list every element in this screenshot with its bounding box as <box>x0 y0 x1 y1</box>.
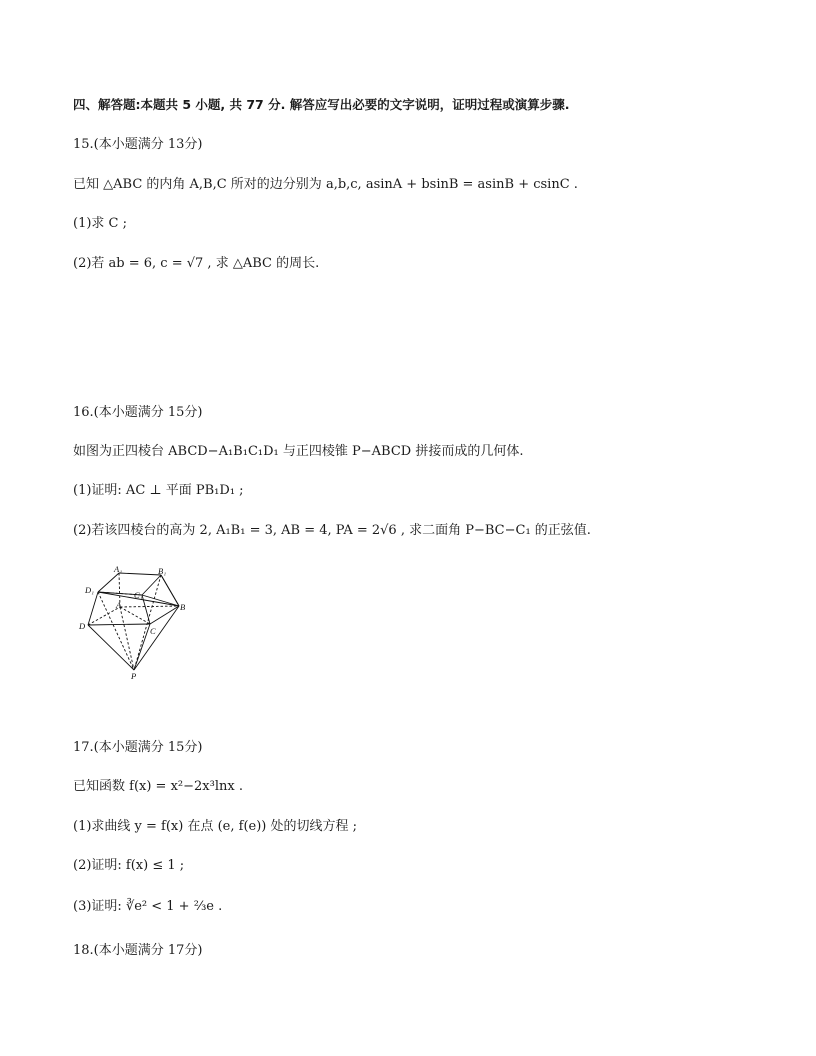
label-c: C <box>150 626 156 636</box>
problem-15-part-2: (2)若 ab = 6, c = √7 , 求 △ABC 的周长. <box>73 256 320 271</box>
problem-18-header: 18.(本小题满分 17分) <box>73 943 203 958</box>
label-a1: A₁ <box>114 564 123 574</box>
problem-15-statement: 已知 △ABC 的内角 A,B,C 所对的边分别为 a,b,c, asinA + bsinB = asinB + csinC . <box>73 177 578 192</box>
label-p: P <box>131 671 137 680</box>
label-b: B <box>180 602 186 612</box>
problem-16-header: 16.(本小题满分 15分) <box>73 405 203 420</box>
label-d1: D₁ <box>85 585 95 595</box>
geometry-figure <box>76 562 194 680</box>
label-a: A <box>116 600 122 610</box>
problem-16-part-2: (2)若该四棱台的高为 2, A₁B₁ = 3, AB = 4, PA = 2√6 , 求二面角 P−BC−C₁ 的正弦值. <box>73 523 591 538</box>
problem-17-part-3: (3)证明: ∛e² < 1 + ⅔e . <box>73 899 223 914</box>
problem-15-part-1: (1)求 C ; <box>73 216 128 231</box>
label-c1: C₁ <box>134 590 143 600</box>
section-heading: 四、解答题:本题共 5 小题, 共 77 分. 解答应写出必要的文字说明，证明过程或演算步骤. <box>73 97 570 112</box>
problem-17-header: 17.(本小题满分 15分) <box>73 740 203 755</box>
problem-17-statement: 已知函数 f(x) = x²−2x³lnx . <box>73 779 243 794</box>
problem-16-part-1: (1)证明: AC ⊥ 平面 PB₁D₁ ; <box>73 483 244 498</box>
problem-17-part-2: (2)证明: f(x) ≤ 1 ; <box>73 858 185 873</box>
label-b1: B₁ <box>158 566 167 576</box>
problem-16-statement: 如图为正四棱台 ABCD−A₁B₁C₁D₁ 与正四棱锥 P−ABCD 拼接而成的几何体. <box>73 444 524 459</box>
label-d: D <box>79 621 86 631</box>
problem-17-part-1: (1)求曲线 y = f(x) 在点 (e, f(e)) 处的切线方程 ; <box>73 819 357 834</box>
problem-15-header: 15.(本小题满分 13分) <box>73 137 203 152</box>
